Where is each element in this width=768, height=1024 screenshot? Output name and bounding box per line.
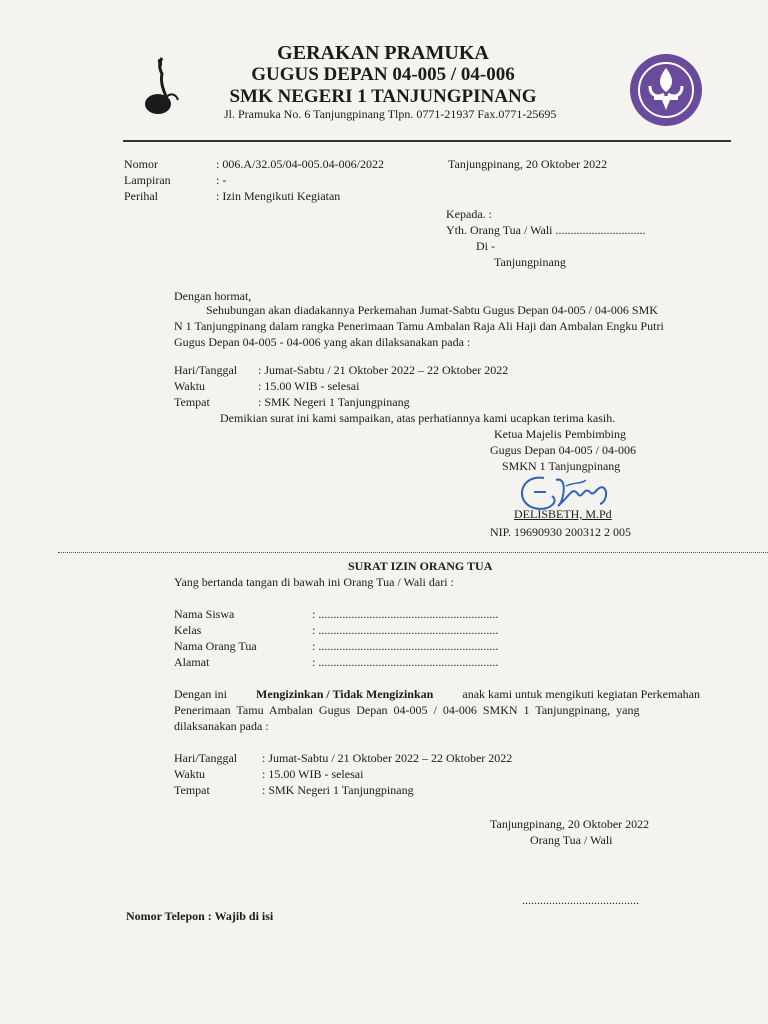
header-divider [123, 140, 731, 142]
body-line-1: Sehubungan akan diadakannya Perkemahan Jumat-Sabtu Gugus Depan 04-005 / 04-006 SMK [206, 303, 658, 317]
header-school: SMK NEGERI 1 TANJUNGPINANG [229, 86, 537, 107]
field-value[interactable]: : ............................................................ [312, 639, 499, 653]
city: Tanjungpinang [494, 255, 566, 269]
scout-emblem-icon [628, 52, 704, 128]
consent-intro: Yang bertanda tangan di bawah ini Orang Tua / Wali dari : [174, 575, 454, 589]
field-value[interactable]: : ............................................................ [312, 655, 499, 669]
sign-nip: NIP. 19690930 200312 2 005 [490, 525, 632, 539]
header-address: Jl. Pramuka No. 6 Tanjungpinang Tlpn. 0771-21937 Fax.0771-25695 [224, 107, 557, 121]
tempat-value: : SMK Negeri 1 Tanjungpinang [258, 395, 410, 409]
tempat-label: Tempat [174, 395, 210, 409]
consent-waktu-value: : 15.00 WIB - selesai [262, 767, 364, 781]
field-label: Alamat [174, 655, 210, 669]
header-unit: GUGUS DEPAN 04-005 / 04-006 [251, 64, 515, 85]
header-org: GERAKAN PRAMUKA [277, 42, 489, 64]
waktu-value: : 15.00 WIB - selesai [258, 379, 360, 393]
di: Di - [476, 239, 495, 253]
hari-value: : Jumat-Sabtu / 21 Oktober 2022 – 22 Oktober 2022 [258, 363, 509, 377]
field-label: Nama Orang Tua [174, 639, 257, 653]
consent-signer: Orang Tua / Wali [530, 833, 613, 847]
greeting: Dengan hormat, [174, 289, 252, 303]
para-post: anak kami untuk mengikuti kegiatan Perkemahan [462, 687, 700, 701]
consent-place-date: Tanjungpinang, 20 Oktober 2022 [490, 817, 650, 831]
sign-title-2: Gugus Depan 04-005 / 04-006 [490, 443, 636, 457]
perihal-label: Perihal [124, 189, 158, 203]
consent-tempat-label: Tempat [174, 783, 210, 797]
closing: Demikian surat ini kami sampaikan, atas perhatiannya kami ucapkan terima kasih. [220, 411, 616, 425]
para-pre: Dengan ini [174, 687, 227, 701]
consent-para-line-1 [174, 686, 700, 702]
place-date: Tanjungpinang, 20 Oktober 2022 [448, 157, 608, 171]
kepada: Kepada. : [446, 207, 492, 221]
cut-line [58, 552, 768, 553]
lampiran-label: Lampiran [124, 173, 171, 187]
body-line-3: Gugus Depan 04-005 - 04-006 yang akan dilaksanakan pada : [174, 335, 471, 349]
yth: Yth. Orang Tua / Wali .............................. [446, 223, 646, 237]
lampiran-value: : - [216, 173, 227, 187]
field-label: Kelas [174, 623, 202, 637]
tunas-kelapa-logo-icon [140, 52, 184, 122]
body-line-2: N 1 Tanjungpinang dalam rangka Penerimaan Tamu Ambalan Raja Ali Haji dan Ambalan Engku Putri [174, 319, 664, 333]
consent-para-line-2: Penerimaan Tamu Ambalan Gugus Depan 04-005 / 04-006 SMKN 1 Tanjungpinang, yang [174, 703, 640, 717]
nomor-label: Nomor [124, 157, 158, 171]
sign-title-3: SMKN 1 Tanjungpinang [502, 459, 621, 473]
hari-label: Hari/Tanggal [174, 363, 238, 377]
sign-title-1: Ketua Majelis Pembimbing [494, 427, 626, 441]
consent-tempat-value: : SMK Negeri 1 Tanjungpinang [262, 783, 414, 797]
consent-para-line-3: dilaksanakan pada : [174, 719, 269, 733]
waktu-label: Waktu [174, 379, 206, 393]
consent-title: SURAT IZIN ORANG TUA [348, 559, 493, 573]
field-label: Nama Siswa [174, 607, 235, 621]
nomor-value: : 006.A/32.05/04-005.04-006/2022 [216, 157, 384, 171]
sign-name: DELISBETH, M.Pd [514, 507, 612, 521]
consent-hari-label: Hari/Tanggal [174, 751, 238, 765]
field-value[interactable]: : ............................................................ [312, 607, 499, 621]
perihal-value: : Izin Mengikuti Kegiatan [216, 189, 341, 203]
consent-hari-value: : Jumat-Sabtu / 21 Oktober 2022 – 22 Oktober 2022 [262, 751, 513, 765]
field-value[interactable]: : ............................................................ [312, 623, 499, 637]
phone-note: Nomor Telepon : Wajib di isi [126, 909, 274, 923]
consent-sign-line[interactable]: ....................................... [522, 893, 639, 907]
consent-waktu-label: Waktu [174, 767, 206, 781]
consent-choice: Mengizinkan / Tidak Mengizinkan [256, 687, 434, 701]
